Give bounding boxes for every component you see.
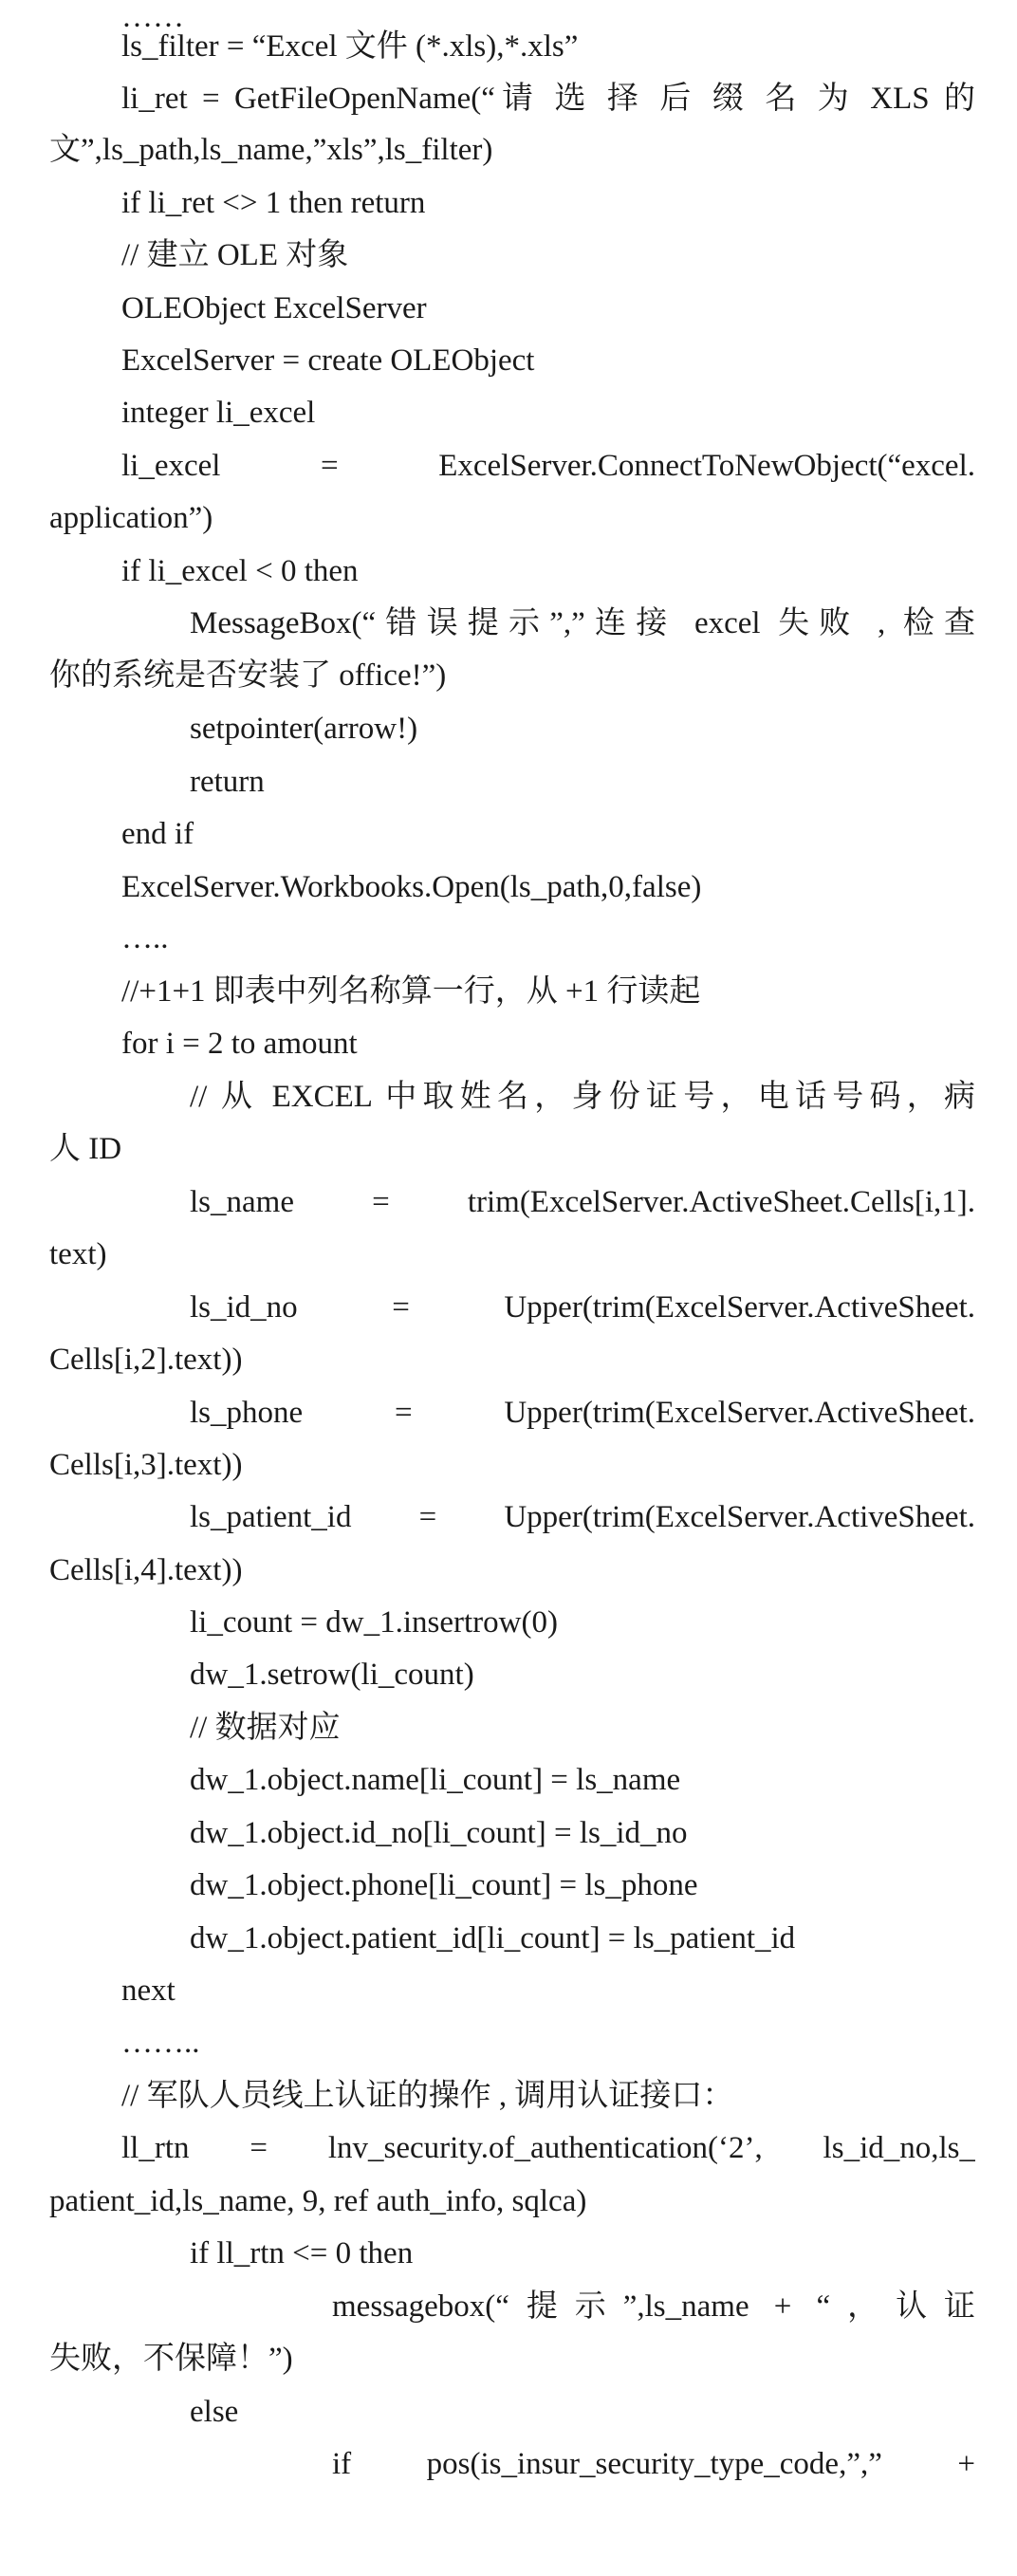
- code-line: 失败，不保障！”): [49, 2342, 293, 2376]
- code-line: ls_patient_id = Upper(trim(ExcelServer.ActiveSheet.: [190, 1500, 975, 1534]
- code-line: next: [121, 1974, 176, 2008]
- code-comment: //+1+1 即表中列名称算一行，从 +1 行读起: [121, 974, 701, 1009]
- code-line: ll_rtn = lnv_security.of_authentication(‘2’, ls_id_no,ls_: [121, 2131, 975, 2165]
- code-line: li_excel = ExcelServer.ConnectToNewObject(“excel.: [121, 449, 975, 483]
- code-line: ……: [121, 0, 184, 34]
- code-line: dw_1.setrow(li_count): [190, 1658, 474, 1692]
- code-comment: // 建立 OLE 对象: [121, 238, 349, 272]
- code-line: dw_1.object.phone[li_count] = ls_phone: [190, 1868, 698, 1902]
- code-comment: // 数据对应: [190, 1711, 341, 1745]
- code-line: setpointer(arrow!): [190, 712, 418, 746]
- code-comment: // 军队人员线上认证的操作 , 调用认证接口：: [121, 2079, 734, 2113]
- code-line: OLEObject ExcelServer: [121, 291, 427, 325]
- code-line: 文”,ls_path,ls_name,”xls”,ls_filter): [49, 133, 493, 167]
- code-line: else: [190, 2395, 239, 2429]
- code-line: ExcelServer.Workbooks.Open(ls_path,0,false): [121, 870, 702, 904]
- code-line: messagebox(“提示”,ls_name + “，认证: [332, 2289, 975, 2324]
- code-line: Cells[i,3].text)): [49, 1448, 243, 1482]
- code-line: ls_phone = Upper(trim(ExcelServer.ActiveSheet.: [190, 1396, 975, 1430]
- code-line: ls_filter = “Excel 文件 (*.xls),*.xls”: [121, 29, 579, 64]
- code-line: return: [190, 765, 265, 799]
- code-line: if li_ret <> 1 then return: [121, 186, 426, 220]
- code-line: if ll_rtn <= 0 then: [190, 2236, 414, 2270]
- code-line: ls_name = trim(ExcelServer.ActiveSheet.Cells[i,1].: [190, 1185, 975, 1219]
- code-line: 你的系统是否安装了 office!”): [49, 658, 447, 693]
- code-line: li_ret = GetFileOpenName(“请 选 择 后 缀 名 为 XLS 的: [121, 82, 975, 116]
- code-line: ls_id_no = Upper(trim(ExcelServer.ActiveSheet.: [190, 1290, 975, 1325]
- code-comment: 人 ID: [49, 1132, 122, 1166]
- code-comment: // 从 EXCEL 中取姓名，身份证号，电话号码，病: [190, 1080, 975, 1114]
- code-line: dw_1.object.name[li_count] = ls_name: [190, 1763, 681, 1797]
- code-line: integer li_excel: [121, 396, 316, 430]
- code-line: for i = 2 to amount: [121, 1027, 358, 1061]
- code-line: dw_1.object.id_no[li_count] = ls_id_no: [190, 1816, 688, 1850]
- code-line: …..: [121, 921, 169, 955]
- code-line: if li_excel < 0 then: [121, 554, 359, 588]
- code-line: ……..: [121, 2026, 200, 2060]
- code-line: text): [49, 1237, 107, 1271]
- code-line: MessageBox(“错误提示”,”连接 excel 失败 , 检查: [190, 606, 975, 640]
- code-line: end if: [121, 817, 194, 851]
- code-line: Cells[i,2].text)): [49, 1343, 243, 1377]
- code-line: patient_id,ls_name, 9, ref auth_info, sqlca): [49, 2184, 587, 2218]
- code-line: dw_1.object.patient_id[li_count] = ls_patient_id: [190, 1921, 796, 1955]
- code-line: li_count = dw_1.insertrow(0): [190, 1605, 558, 1640]
- code-line: application”): [49, 501, 213, 535]
- code-line: if pos(is_insur_security_type_code,”,” +: [332, 2447, 975, 2481]
- code-line: Cells[i,4].text)): [49, 1553, 243, 1587]
- code-line: ExcelServer = create OLEObject: [121, 343, 535, 378]
